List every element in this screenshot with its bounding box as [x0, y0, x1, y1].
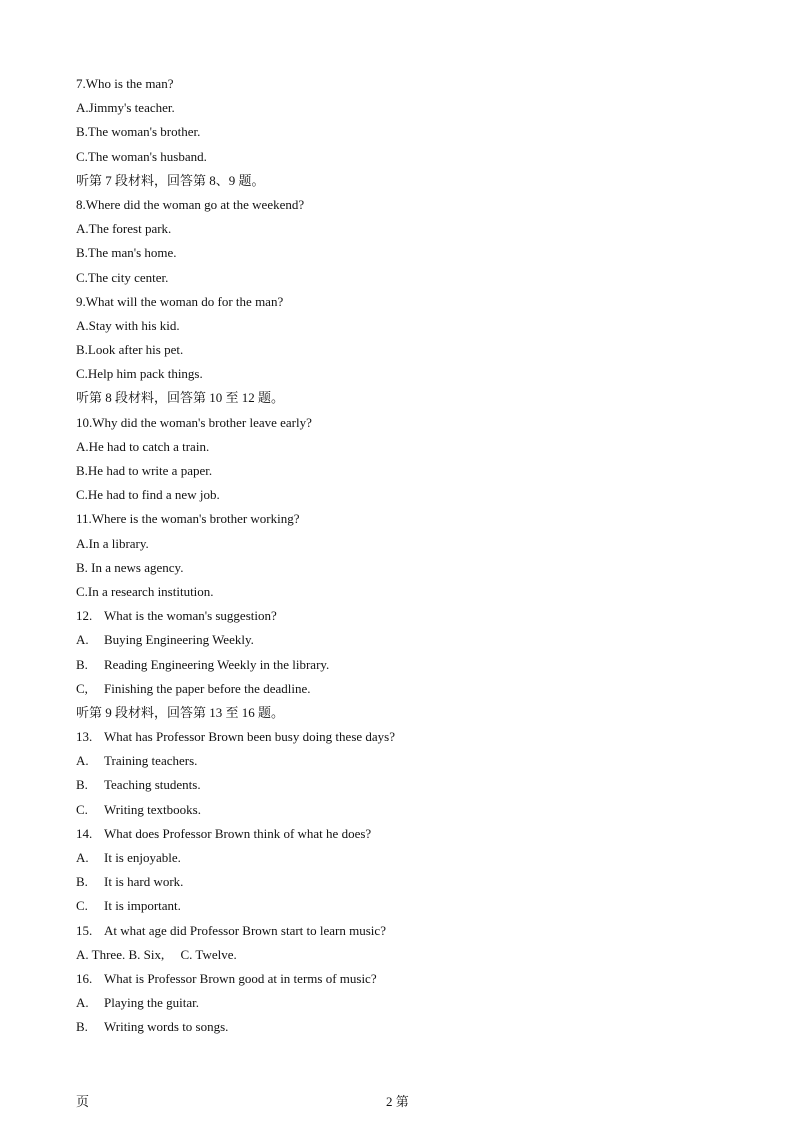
question-line: 10.Why did the woman's brother leave early?	[76, 414, 312, 430]
option-line: C.In a research institution.	[76, 583, 214, 599]
option-line	[76, 680, 736, 704]
section-instruction: 听第 8 段材料，回答第 10 至 12 题。	[76, 390, 285, 406]
item-text: Reading Engineering Weekly in the library.	[104, 656, 330, 672]
footer-page-number: 2 第	[386, 1094, 409, 1109]
item-number: C.	[76, 898, 88, 914]
option-line	[76, 801, 736, 825]
option-line: C.He had to find a new job.	[76, 487, 220, 503]
item-number: C.	[76, 801, 88, 817]
item-text: It is enjoyable.	[104, 850, 181, 865]
option-line	[76, 656, 736, 680]
item-text: It is important.	[104, 898, 181, 914]
item-text: Finishing the paper before the deadline.	[104, 680, 311, 696]
item-text: Teaching students.	[104, 777, 201, 793]
item-text: What is Professor Brown good at in terms of music?	[104, 970, 377, 986]
option-line: B.The man's home.	[76, 245, 177, 261]
option-line: B.Look after his pet.	[76, 342, 184, 358]
option-line	[76, 776, 736, 800]
option-line: A.In a library.	[76, 535, 149, 551]
option-line	[76, 752, 736, 776]
item-number: A.	[76, 850, 89, 865]
item-number: A.	[76, 995, 89, 1011]
option-line	[76, 994, 736, 1018]
question-line	[76, 970, 736, 994]
option-line: B.He had to write a paper.	[76, 463, 213, 478]
item-number: C,	[76, 680, 88, 696]
item-text: It is hard work.	[104, 874, 184, 890]
question-line: 11.Where is the woman's brother working?	[76, 511, 300, 527]
option-line: C.The woman's husband.	[76, 148, 207, 164]
option-line	[76, 897, 736, 921]
item-number: A.	[76, 632, 89, 648]
item-text: What has Professor Brown been busy doing these days?	[104, 729, 395, 745]
option-line: C.Help him pack things.	[76, 366, 203, 382]
item-number: B.	[76, 777, 88, 793]
option-line: A.He had to catch a train.	[76, 438, 210, 454]
question-line	[76, 922, 736, 946]
item-number: 13.	[76, 729, 93, 745]
item-text: Writing textbooks.	[104, 801, 201, 817]
item-number: 12.	[76, 608, 93, 624]
option-line: A.The forest park.	[76, 221, 172, 237]
section-instruction: 听第 9 段材料，回答第 13 至 16 题。	[76, 704, 285, 720]
item-text: At what age did Professor Brown start to learn music?	[104, 922, 386, 938]
question-line: 8.Where did the woman go at the weekend?	[76, 196, 305, 212]
item-text: Writing words to songs.	[104, 1019, 229, 1035]
question-line: 7.Who is the man?	[76, 76, 174, 91]
footer-page-char: 页	[76, 1094, 90, 1109]
section-instruction: 听第 7 段材料，回答第 8、9 题。	[76, 172, 265, 188]
option-line: C.The city center.	[76, 269, 169, 285]
question-line: 9.What will the woman do for the man?	[76, 293, 284, 309]
option-line: A.Jimmy's teacher.	[76, 100, 175, 116]
question-list	[76, 75, 736, 1043]
question-line	[76, 607, 736, 631]
item-number: 14.	[76, 825, 93, 841]
item-text: What is the woman's suggestion?	[104, 608, 277, 624]
option-line	[76, 1018, 736, 1042]
item-number: B.	[76, 1019, 88, 1035]
question-line	[76, 728, 736, 752]
option-line	[76, 873, 736, 897]
option-line: B.The woman's brother.	[76, 124, 201, 140]
item-number: A.	[76, 753, 89, 769]
question-line	[76, 825, 736, 849]
item-text: Training teachers.	[104, 753, 198, 769]
option-line: B. In a news agency.	[76, 559, 184, 575]
item-text: Playing the guitar.	[104, 995, 199, 1011]
option-line	[76, 849, 736, 873]
item-number: 16.	[76, 970, 93, 986]
item-text: Buying Engineering Weekly.	[104, 632, 254, 648]
option-line	[76, 631, 736, 655]
item-number: B.	[76, 874, 88, 890]
item-number: B.	[76, 656, 88, 672]
item-text: What does Professor Brown think of what he does?	[104, 825, 372, 841]
option-line: A. Three. B. Six, C. Twelve.	[76, 946, 237, 962]
item-number: 15.	[76, 922, 93, 938]
option-line: A.Stay with his kid.	[76, 317, 180, 333]
